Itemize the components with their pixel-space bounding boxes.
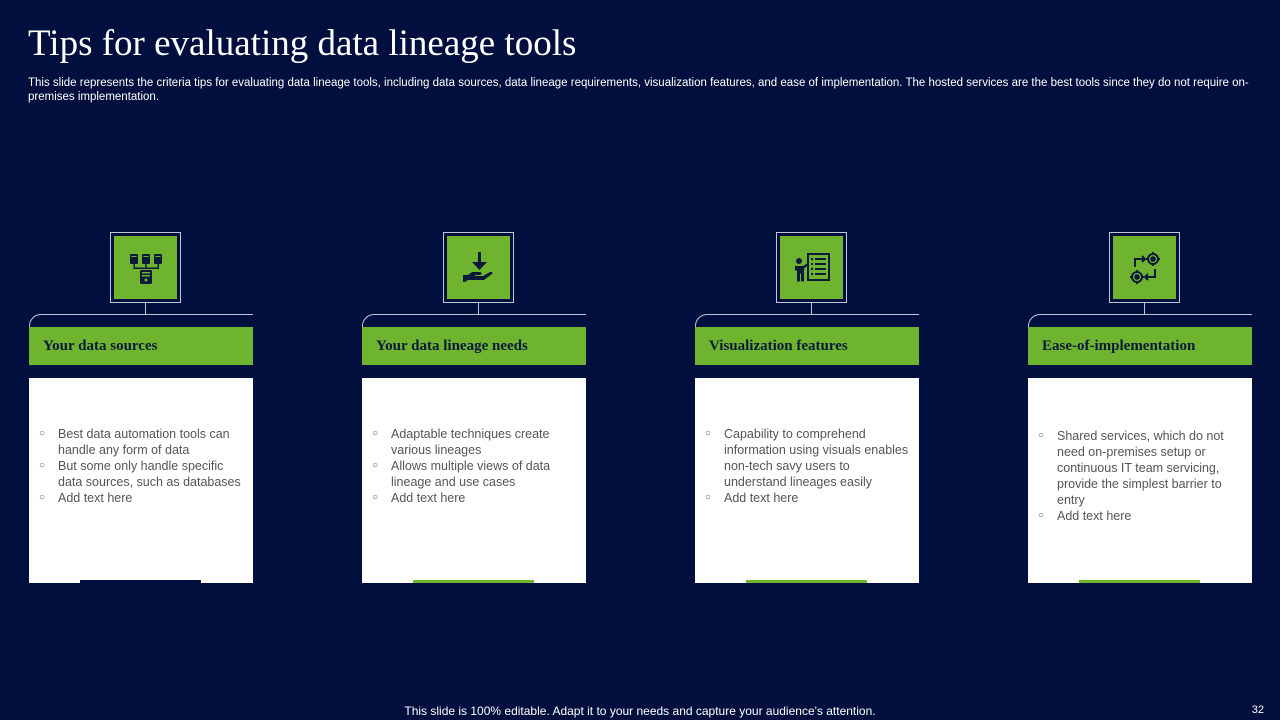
connector-curve (29, 314, 253, 328)
connector-curve (362, 314, 586, 328)
gears-cycle-icon (1113, 236, 1176, 299)
bullet-list (372, 426, 578, 506)
icon-frame (443, 232, 514, 303)
card-heading: Visualization features (695, 327, 919, 365)
list-item: ○ Add text here (39, 490, 245, 506)
list-item: ○ Shared services, which do not need on-premises setup or continuous IT team servicing, provide the simplest barrier to entry (1038, 428, 1244, 508)
list-item: ○ Add text here (705, 490, 911, 506)
connector-curve (1028, 314, 1252, 328)
card-body (1028, 378, 1252, 583)
bullet-list (705, 426, 911, 506)
card-body (362, 378, 586, 583)
card-data-sources (29, 232, 253, 584)
hand-download-icon (447, 236, 510, 299)
list-item: ○ Best data automation tools can handle any form of data (39, 426, 245, 458)
card-visualization (695, 232, 919, 584)
presenter-board-icon (780, 236, 843, 299)
bullet-list (1038, 428, 1244, 524)
card-accent-bar (413, 580, 534, 583)
connector-curve (695, 314, 919, 328)
list-item: ○ Adaptable techniques create various lineages (372, 426, 578, 458)
slide-title: Tips for evaluating data lineage tools (28, 23, 577, 64)
list-item: ○ Allows multiple views of data lineage and use cases (372, 458, 578, 490)
list-item: ○ Capability to comprehend information using visuals enables non-tech savy users to understand lineages easily (705, 426, 911, 490)
card-heading: Your data sources (29, 327, 253, 365)
list-item: ○ Add text here (1038, 508, 1244, 524)
card-body (29, 378, 253, 583)
card-accent-bar (1079, 580, 1200, 583)
footer-note: This slide is 100% editable. Adapt it to your needs and capture your audience's attention. (404, 704, 876, 718)
card-heading: Your data lineage needs (362, 327, 586, 365)
card-ease-of-implementation (1028, 232, 1252, 584)
list-item: ○ Add text here (372, 490, 578, 506)
card-heading: Ease-of-implementation (1028, 327, 1252, 365)
icon-frame (110, 232, 181, 303)
card-lineage-needs (362, 232, 586, 584)
card-accent-bar (80, 580, 201, 583)
slide-subtitle: This slide represents the criteria tips for evaluating data lineage tools, including data sources, data lineage requirements, visualization features, and ease of implementation. The hosted services are the best tools since they do not require on-premises implementation. (28, 77, 1249, 103)
card-accent-bar (746, 580, 867, 583)
icon-frame (1109, 232, 1180, 303)
list-item: ○ But some only handle specific data sources, such as databases (39, 458, 245, 490)
bullet-list (39, 426, 245, 506)
card-body (695, 378, 919, 583)
icon-frame (776, 232, 847, 303)
database-server-icon (114, 236, 177, 299)
page-number: 32 (1251, 704, 1264, 716)
